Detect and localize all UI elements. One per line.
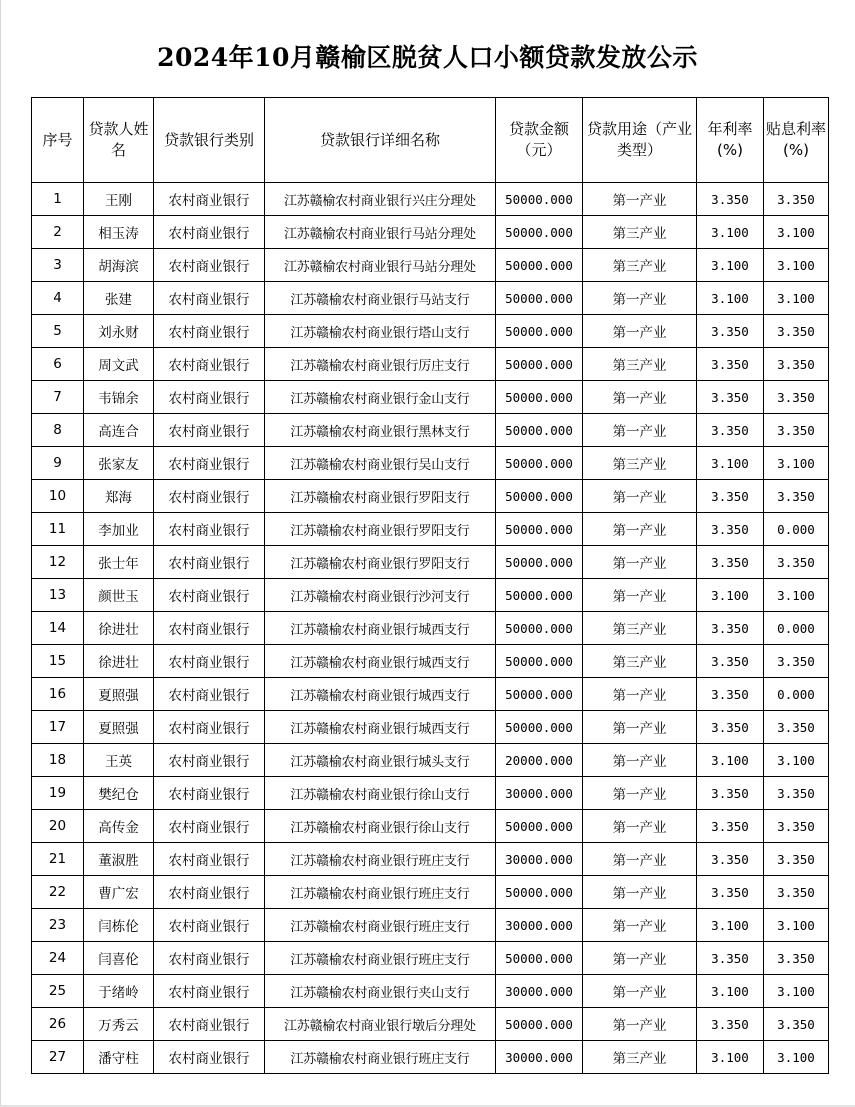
cell-name: 高传金 <box>84 810 154 843</box>
cell-bank-type: 农村商业银行 <box>154 1008 265 1041</box>
cell-index: 7 <box>32 381 84 414</box>
cell-bank-name: 江苏赣榆农村商业银行城西支行 <box>265 711 496 744</box>
cell-purpose: 第一产业 <box>583 282 697 315</box>
cell-bank-name: 江苏赣榆农村商业银行城西支行 <box>265 645 496 678</box>
cell-amount: 50000.000 <box>496 876 583 909</box>
cell-amount: 30000.000 <box>496 1041 583 1074</box>
cell-amount: 50000.000 <box>496 249 583 282</box>
cell-name: 徐进壮 <box>84 645 154 678</box>
cell-index: 1 <box>32 183 84 216</box>
cell-index: 3 <box>32 249 84 282</box>
cell-name: 闫栋伦 <box>84 909 154 942</box>
table-row <box>32 480 829 513</box>
cell-bank-name: 江苏赣榆农村商业银行兴庄分理处 <box>265 183 496 216</box>
cell-index: 19 <box>32 777 84 810</box>
cell-rate: 3.350 <box>697 612 764 645</box>
cell-purpose: 第一产业 <box>583 942 697 975</box>
cell-subsidy-rate: 3.100 <box>764 216 829 249</box>
cell-subsidy-rate: 3.350 <box>764 711 829 744</box>
cell-name: 郑海 <box>84 480 154 513</box>
cell-bank-type: 农村商业银行 <box>154 843 265 876</box>
table-header-row <box>32 98 829 183</box>
loan-table <box>31 97 829 1074</box>
cell-rate: 3.100 <box>697 282 764 315</box>
cell-rate: 3.350 <box>697 1008 764 1041</box>
table-row <box>32 315 829 348</box>
cell-bank-name: 江苏赣榆农村商业银行沙河支行 <box>265 579 496 612</box>
table-row <box>32 348 829 381</box>
cell-bank-name: 江苏赣榆农村商业银行金山支行 <box>265 381 496 414</box>
cell-bank-type: 农村商业银行 <box>154 909 265 942</box>
cell-name: 万秀云 <box>84 1008 154 1041</box>
cell-bank-name: 江苏赣榆农村商业银行马站分理处 <box>265 249 496 282</box>
cell-name: 李加业 <box>84 513 154 546</box>
cell-name: 潘守柱 <box>84 1041 154 1074</box>
table-row <box>32 1041 829 1074</box>
cell-name: 夏照强 <box>84 678 154 711</box>
cell-purpose: 第三产业 <box>583 216 697 249</box>
cell-bank-name: 江苏赣榆农村商业银行徐山支行 <box>265 777 496 810</box>
table-row <box>32 711 829 744</box>
cell-bank-type: 农村商业银行 <box>154 546 265 579</box>
cell-index: 27 <box>32 1041 84 1074</box>
table-row <box>32 909 829 942</box>
cell-name: 张士年 <box>84 546 154 579</box>
cell-amount: 50000.000 <box>496 1008 583 1041</box>
cell-index: 4 <box>32 282 84 315</box>
cell-rate: 3.100 <box>697 909 764 942</box>
cell-name: 于绪岭 <box>84 975 154 1008</box>
cell-purpose: 第一产业 <box>583 381 697 414</box>
cell-purpose: 第一产业 <box>583 876 697 909</box>
cell-subsidy-rate: 3.350 <box>764 645 829 678</box>
cell-subsidy-rate: 3.100 <box>764 909 829 942</box>
cell-amount: 50000.000 <box>496 447 583 480</box>
cell-bank-type: 农村商业银行 <box>154 513 265 546</box>
cell-bank-name: 江苏赣榆农村商业银行班庄支行 <box>265 876 496 909</box>
cell-amount: 50000.000 <box>496 546 583 579</box>
cell-bank-name: 江苏赣榆农村商业银行城头支行 <box>265 744 496 777</box>
cell-amount: 50000.000 <box>496 315 583 348</box>
cell-name: 王英 <box>84 744 154 777</box>
cell-subsidy-rate: 3.100 <box>764 1041 829 1074</box>
cell-bank-type: 农村商业银行 <box>154 414 265 447</box>
cell-index: 24 <box>32 942 84 975</box>
cell-purpose: 第一产业 <box>583 975 697 1008</box>
cell-rate: 3.100 <box>697 447 764 480</box>
cell-rate: 3.350 <box>697 810 764 843</box>
cell-bank-type: 农村商业银行 <box>154 777 265 810</box>
cell-bank-type: 农村商业银行 <box>154 744 265 777</box>
cell-bank-name: 江苏赣榆农村商业银行黑林支行 <box>265 414 496 447</box>
page-title: 2024年10月赣榆区脱贫人口小额贷款发放公示 <box>157 43 698 72</box>
cell-purpose: 第一产业 <box>583 711 697 744</box>
table-row <box>32 249 829 282</box>
cell-amount: 50000.000 <box>496 414 583 447</box>
cell-amount: 50000.000 <box>496 480 583 513</box>
table-row <box>32 183 829 216</box>
table-row <box>32 1008 829 1041</box>
table-row <box>32 381 829 414</box>
cell-bank-name: 江苏赣榆农村商业银行城西支行 <box>265 678 496 711</box>
cell-subsidy-rate: 3.100 <box>764 447 829 480</box>
table-row <box>32 975 829 1008</box>
cell-index: 14 <box>32 612 84 645</box>
cell-amount: 20000.000 <box>496 744 583 777</box>
cell-purpose: 第一产业 <box>583 546 697 579</box>
cell-purpose: 第一产业 <box>583 909 697 942</box>
cell-rate: 3.350 <box>697 513 764 546</box>
cell-purpose: 第一产业 <box>583 579 697 612</box>
cell-rate: 3.350 <box>697 711 764 744</box>
cell-bank-type: 农村商业银行 <box>154 216 265 249</box>
cell-rate: 3.350 <box>697 645 764 678</box>
table-row <box>32 744 829 777</box>
cell-amount: 30000.000 <box>496 975 583 1008</box>
cell-name: 樊纪仓 <box>84 777 154 810</box>
table-row <box>32 414 829 447</box>
cell-index: 16 <box>32 678 84 711</box>
cell-index: 12 <box>32 546 84 579</box>
cell-bank-type: 农村商业银行 <box>154 612 265 645</box>
cell-subsidy-rate: 3.350 <box>764 183 829 216</box>
table-row <box>32 843 829 876</box>
header-rate: 年利率(%) <box>697 98 764 183</box>
cell-rate: 3.350 <box>697 315 764 348</box>
cell-amount: 30000.000 <box>496 777 583 810</box>
cell-bank-name: 江苏赣榆农村商业银行罗阳支行 <box>265 480 496 513</box>
cell-purpose: 第三产业 <box>583 249 697 282</box>
cell-subsidy-rate: 0.000 <box>764 612 829 645</box>
header-amount: 贷款金额（元） <box>496 98 583 183</box>
cell-rate: 3.350 <box>697 414 764 447</box>
cell-bank-type: 农村商业银行 <box>154 447 265 480</box>
cell-bank-type: 农村商业银行 <box>154 975 265 1008</box>
table-row <box>32 216 829 249</box>
header-index: 序号 <box>32 98 84 183</box>
cell-subsidy-rate: 3.350 <box>764 315 829 348</box>
cell-purpose: 第一产业 <box>583 810 697 843</box>
cell-name: 高连合 <box>84 414 154 447</box>
cell-amount: 50000.000 <box>496 216 583 249</box>
cell-subsidy-rate: 3.100 <box>764 975 829 1008</box>
cell-rate: 3.100 <box>697 1041 764 1074</box>
cell-bank-name: 江苏赣榆农村商业银行城西支行 <box>265 612 496 645</box>
cell-purpose: 第一产业 <box>583 1008 697 1041</box>
header-bank-name: 贷款银行详细名称 <box>265 98 496 183</box>
table-row <box>32 282 829 315</box>
cell-rate: 3.100 <box>697 975 764 1008</box>
cell-subsidy-rate: 3.350 <box>764 1008 829 1041</box>
cell-amount: 50000.000 <box>496 282 583 315</box>
table-row <box>32 612 829 645</box>
cell-bank-name: 江苏赣榆农村商业银行班庄支行 <box>265 909 496 942</box>
cell-name: 胡海滨 <box>84 249 154 282</box>
cell-amount: 50000.000 <box>496 348 583 381</box>
loan-table-body <box>32 183 829 1074</box>
cell-rate: 3.350 <box>697 546 764 579</box>
cell-amount: 50000.000 <box>496 579 583 612</box>
cell-index: 13 <box>32 579 84 612</box>
cell-bank-name: 江苏赣榆农村商业银行夹山支行 <box>265 975 496 1008</box>
cell-index: 22 <box>32 876 84 909</box>
cell-index: 21 <box>32 843 84 876</box>
cell-purpose: 第三产业 <box>583 645 697 678</box>
cell-bank-type: 农村商业银行 <box>154 678 265 711</box>
cell-bank-type: 农村商业银行 <box>154 282 265 315</box>
cell-subsidy-rate: 3.350 <box>764 810 829 843</box>
cell-index: 11 <box>32 513 84 546</box>
cell-index: 25 <box>32 975 84 1008</box>
cell-bank-type: 农村商业银行 <box>154 645 265 678</box>
cell-subsidy-rate: 3.100 <box>764 249 829 282</box>
cell-name: 曹广宏 <box>84 876 154 909</box>
cell-bank-name: 江苏赣榆农村商业银行徐山支行 <box>265 810 496 843</box>
cell-bank-type: 农村商业银行 <box>154 942 265 975</box>
cell-rate: 3.350 <box>697 876 764 909</box>
cell-purpose: 第一产业 <box>583 744 697 777</box>
cell-subsidy-rate: 3.350 <box>764 843 829 876</box>
cell-index: 8 <box>32 414 84 447</box>
cell-subsidy-rate: 3.350 <box>764 777 829 810</box>
cell-index: 2 <box>32 216 84 249</box>
cell-amount: 30000.000 <box>496 909 583 942</box>
cell-purpose: 第一产业 <box>583 843 697 876</box>
cell-name: 董淑胜 <box>84 843 154 876</box>
cell-name: 徐进壮 <box>84 612 154 645</box>
cell-index: 18 <box>32 744 84 777</box>
table-row <box>32 546 829 579</box>
cell-index: 20 <box>32 810 84 843</box>
cell-rate: 3.350 <box>697 480 764 513</box>
left-page-edge <box>0 0 1 1107</box>
cell-bank-name: 江苏赣榆农村商业银行马站支行 <box>265 282 496 315</box>
cell-bank-name: 江苏赣榆农村商业银行班庄支行 <box>265 1041 496 1074</box>
header-bank-type: 贷款银行类别 <box>154 98 265 183</box>
cell-bank-type: 农村商业银行 <box>154 381 265 414</box>
cell-bank-type: 农村商业银行 <box>154 480 265 513</box>
cell-rate: 3.100 <box>697 249 764 282</box>
cell-rate: 3.350 <box>697 777 764 810</box>
cell-purpose: 第一产业 <box>583 315 697 348</box>
cell-purpose: 第一产业 <box>583 183 697 216</box>
cell-name: 颜世玉 <box>84 579 154 612</box>
cell-purpose: 第三产业 <box>583 348 697 381</box>
cell-subsidy-rate: 3.100 <box>764 282 829 315</box>
cell-name: 王刚 <box>84 183 154 216</box>
cell-subsidy-rate: 3.350 <box>764 546 829 579</box>
cell-amount: 50000.000 <box>496 645 583 678</box>
cell-purpose: 第一产业 <box>583 414 697 447</box>
cell-name: 张家友 <box>84 447 154 480</box>
cell-purpose: 第三产业 <box>583 447 697 480</box>
table-row <box>32 876 829 909</box>
cell-index: 9 <box>32 447 84 480</box>
cell-name: 张建 <box>84 282 154 315</box>
cell-bank-type: 农村商业银行 <box>154 579 265 612</box>
cell-name: 闫喜伦 <box>84 942 154 975</box>
cell-rate: 3.350 <box>697 348 764 381</box>
cell-bank-type: 农村商业银行 <box>154 810 265 843</box>
cell-amount: 50000.000 <box>496 678 583 711</box>
cell-bank-type: 农村商业银行 <box>154 348 265 381</box>
cell-subsidy-rate: 3.350 <box>764 876 829 909</box>
cell-bank-type: 农村商业银行 <box>154 249 265 282</box>
table-row <box>32 447 829 480</box>
cell-subsidy-rate: 3.350 <box>764 480 829 513</box>
cell-bank-name: 江苏赣榆农村商业银行马站分理处 <box>265 216 496 249</box>
cell-amount: 50000.000 <box>496 810 583 843</box>
cell-index: 23 <box>32 909 84 942</box>
header-purpose: 贷款用途（产业类型） <box>583 98 697 183</box>
cell-index: 17 <box>32 711 84 744</box>
cell-rate: 3.350 <box>697 843 764 876</box>
cell-bank-name: 江苏赣榆农村商业银行班庄支行 <box>265 843 496 876</box>
cell-amount: 50000.000 <box>496 711 583 744</box>
cell-bank-name: 江苏赣榆农村商业银行墩后分理处 <box>265 1008 496 1041</box>
cell-name: 夏照强 <box>84 711 154 744</box>
table-row <box>32 579 829 612</box>
cell-index: 10 <box>32 480 84 513</box>
cell-amount: 50000.000 <box>496 942 583 975</box>
cell-name: 周文武 <box>84 348 154 381</box>
cell-subsidy-rate: 3.350 <box>764 942 829 975</box>
cell-rate: 3.100 <box>697 744 764 777</box>
cell-rate: 3.100 <box>697 216 764 249</box>
cell-bank-name: 江苏赣榆农村商业银行罗阳支行 <box>265 546 496 579</box>
cell-purpose: 第一产业 <box>583 513 697 546</box>
header-subsidy-rate: 贴息利率(%) <box>764 98 829 183</box>
cell-name: 韦锦余 <box>84 381 154 414</box>
table-row <box>32 678 829 711</box>
table-row <box>32 645 829 678</box>
table-row <box>32 777 829 810</box>
cell-index: 5 <box>32 315 84 348</box>
cell-name: 刘永财 <box>84 315 154 348</box>
cell-subsidy-rate: 0.000 <box>764 678 829 711</box>
cell-subsidy-rate: 3.350 <box>764 381 829 414</box>
cell-subsidy-rate: 0.000 <box>764 513 829 546</box>
cell-subsidy-rate: 3.100 <box>764 579 829 612</box>
cell-bank-name: 江苏赣榆农村商业银行罗阳支行 <box>265 513 496 546</box>
table-row <box>32 810 829 843</box>
cell-amount: 30000.000 <box>496 843 583 876</box>
cell-index: 6 <box>32 348 84 381</box>
cell-rate: 3.100 <box>697 579 764 612</box>
cell-bank-name: 江苏赣榆农村商业银行吴山支行 <box>265 447 496 480</box>
cell-amount: 50000.000 <box>496 513 583 546</box>
cell-purpose: 第一产业 <box>583 678 697 711</box>
cell-purpose: 第一产业 <box>583 777 697 810</box>
cell-rate: 3.350 <box>697 183 764 216</box>
cell-bank-type: 农村商业银行 <box>154 183 265 216</box>
cell-subsidy-rate: 3.350 <box>764 348 829 381</box>
cell-subsidy-rate: 3.350 <box>764 414 829 447</box>
header-name: 贷款人姓名 <box>84 98 154 183</box>
cell-purpose: 第一产业 <box>583 480 697 513</box>
table-row <box>32 942 829 975</box>
cell-amount: 50000.000 <box>496 612 583 645</box>
cell-subsidy-rate: 3.100 <box>764 744 829 777</box>
cell-bank-type: 农村商业银行 <box>154 711 265 744</box>
cell-name: 相玉涛 <box>84 216 154 249</box>
cell-bank-name: 江苏赣榆农村商业银行班庄支行 <box>265 942 496 975</box>
cell-index: 26 <box>32 1008 84 1041</box>
cell-rate: 3.350 <box>697 381 764 414</box>
cell-bank-type: 农村商业银行 <box>154 876 265 909</box>
cell-index: 15 <box>32 645 84 678</box>
cell-bank-name: 江苏赣榆农村商业银行厉庄支行 <box>265 348 496 381</box>
cell-amount: 50000.000 <box>496 183 583 216</box>
cell-amount: 50000.000 <box>496 381 583 414</box>
cell-rate: 3.350 <box>697 942 764 975</box>
cell-purpose: 第三产业 <box>583 612 697 645</box>
cell-purpose: 第三产业 <box>583 1041 697 1074</box>
cell-bank-type: 农村商业银行 <box>154 315 265 348</box>
cell-bank-name: 江苏赣榆农村商业银行塔山支行 <box>265 315 496 348</box>
table-row <box>32 513 829 546</box>
cell-bank-type: 农村商业银行 <box>154 1041 265 1074</box>
cell-rate: 3.350 <box>697 678 764 711</box>
